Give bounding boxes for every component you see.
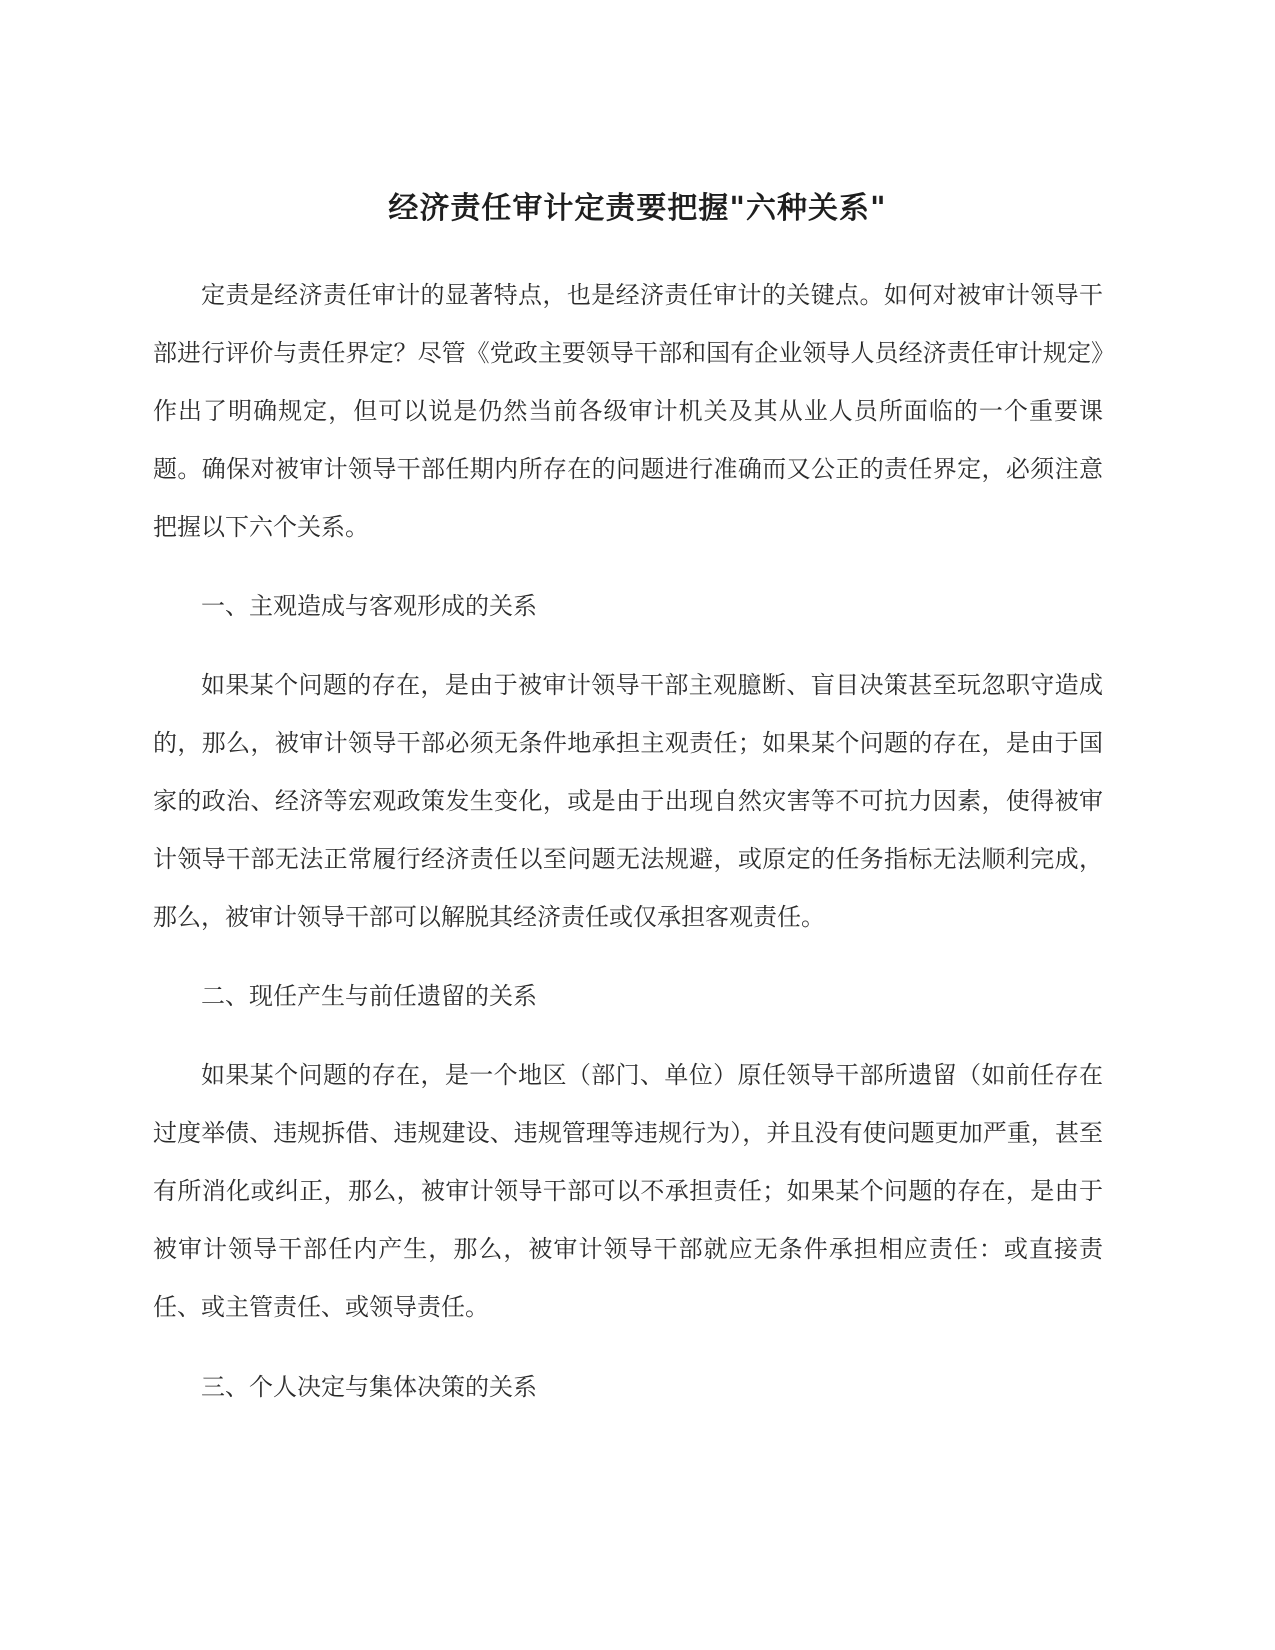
section-body-2: 如果某个问题的存在，是一个地区（部门、单位）原任领导干部所遗留（如前任存在过度举债、违规拆借、违规建设、违规管理等违规行为），并且没有使问题更加严重，甚至有所消化或纠正，那么，被审计领导干部可以不承担责任；如果某个问题的存在，是由于被审计领导干部任内产生，那么，被审计领导干部就应无条件承担相应责任：或直接责任、或主管责任、或领导责任。 xyxy=(153,1061,1103,1321)
section-heading-2: 二、现任产生与前任遗留的关系 xyxy=(201,982,537,1010)
document-title: 经济责任审计定责要把握"六种关系" xyxy=(388,191,887,226)
intro-paragraph: 定责是经济责任审计的显著特点，也是经济责任审计的关键点。如何对被审计领导干部进行评价与责任界定？尽管《党政主要领导干部和国有企业领导人员经济责任审计规定》作出了明确规定，但可以说是仍然当前各级审计机关及其从业人员所面临的一个重要课题。确保对被审计领导干部任期内所存在的问题进行准确而又公正的责任界定，必须注意把握以下六个关系。 xyxy=(153,281,1103,541)
section-heading-3: 三、个人决定与集体决策的关系 xyxy=(201,1373,537,1401)
section-body-1: 如果某个问题的存在，是由于被审计领导干部主观臆断、盲目决策甚至玩忽职守造成的，那么，被审计领导干部必须无条件地承担主观责任；如果某个问题的存在，是由于国家的政治、经济等宏观政策发生变化，或是由于出现自然灾害等不可抗力因素，使得被审计领导干部无法正常履行经济责任以至问题无法规避，或原定的任务指标无法顺利完成，那么，被审计领导干部可以解脱其经济责任或仅承担客观责任。 xyxy=(153,671,1103,931)
section-heading-1: 一、主观造成与客观形成的关系 xyxy=(201,592,537,620)
